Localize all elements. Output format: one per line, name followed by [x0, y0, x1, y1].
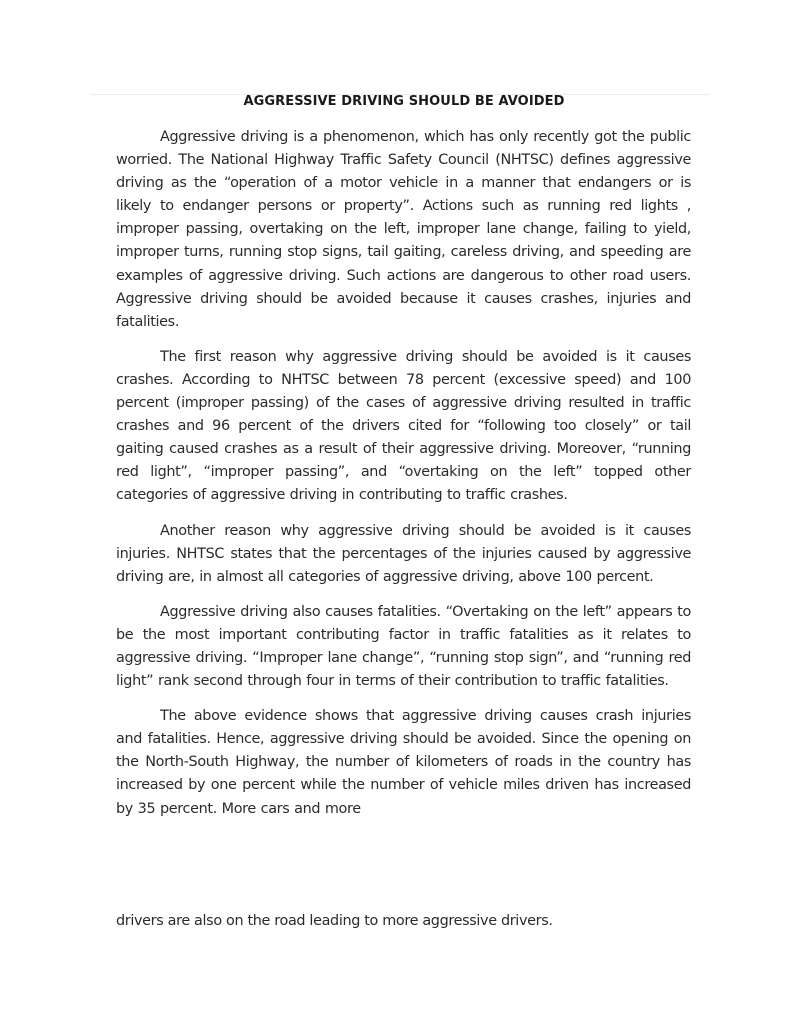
document-title: AGGRESSIVE DRIVING SHOULD BE AVOIDED [243, 94, 565, 109]
document-body [116, 126, 691, 833]
paragraph-injuries: Another reason why aggressive driving should be avoided is it causes injuries. NHTSC states that the percentages of the injuries caused by aggressive driving are, in almost all categories of aggressive driving, above 100 percent. [116, 522, 691, 585]
paragraph-conclusion: The above evidence shows that aggressive driving causes crash injuries and fatalities. Hence, aggressive driving should be avoided. Since the opening on the North-South Highway, the number of kilometers of roads in the country has increased by one percent while the number of vehicle miles driven has increased by 35 percent. More cars and more [116, 708, 691, 817]
paragraph-crashes: The first reason why aggressive driving should be avoided is it causes crashes. According to NHTSC between 78 percent (excessive speed) and 100 percent (improper passing) of the cases of aggressive driving resulted in traffic crashes and 96 percent of the drivers cited for “following too closely” or tail gaiting caused crashes as a result of their aggressive driving. Moreover, “running red light”, “improper passing”, and “overtaking on the left” topped other categories of aggressive driving in contributing to traffic crashes. [116, 348, 691, 504]
paragraph-introduction: Aggressive driving is a phenomenon, which has only recently got the public worried. The National Highway Traffic Safety Council (NHTSC) defines aggressive driving as the “operation of a motor vehicle in a manner that endangers or is likely to endanger persons or property”. Actions such as running red lights , improper passing, overtaking on the left, improper lane change, failing to yield, improper turns, running stop signs, tail gaiting, careless driving, and speeding are examples of aggressive driving. Such actions are dangerous to other road users. Aggressive driving should be avoided because it causes crashes, injuries and fatalities. [116, 129, 691, 330]
paragraph-fatalities: Aggressive driving also causes fatalities. “Overtaking on the left” appears to be the most important contributing factor in traffic fatalities as it relates to aggressive driving. “Improper lane change”, “running stop sign”, and “running red light” rank second through four in terms of their contribution to traffic fatalities. [116, 603, 691, 690]
truncated-text: drivers are also on the road leading to more aggressive drivers. [116, 913, 553, 929]
page-bottom-blank [0, 932, 768, 1024]
